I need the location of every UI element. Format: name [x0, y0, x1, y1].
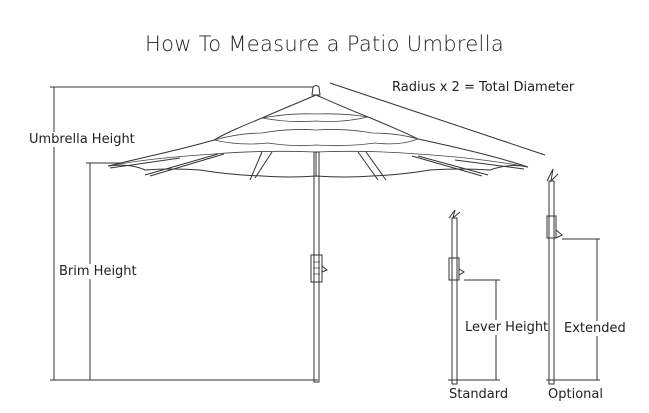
radius-label: Radius x 2 = Total Diameter: [392, 80, 575, 95]
extended-label: Extended: [564, 321, 626, 336]
optional-label: Optional: [548, 387, 603, 402]
umbrella-canopy: [108, 86, 528, 181]
main-umbrella-pole: [311, 152, 327, 382]
standard-pole: [449, 210, 464, 384]
optional-pole: [547, 169, 562, 384]
brim-height-label: Brim Height: [59, 264, 137, 279]
standard-label: Standard: [449, 387, 509, 402]
umbrella-height-label: Umbrella Height: [29, 132, 135, 147]
lever-height-label: Lever Height: [465, 320, 549, 335]
diagram-title: How To Measure a Patio Umbrella: [144, 32, 504, 56]
